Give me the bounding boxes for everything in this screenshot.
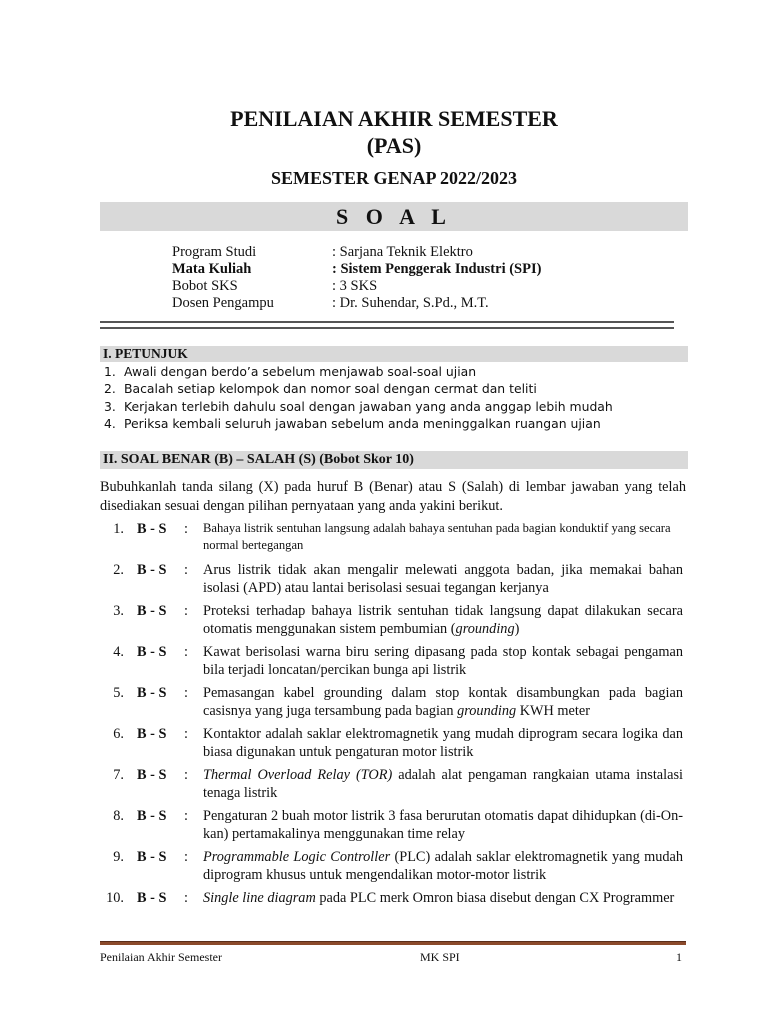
header-divider (100, 321, 674, 329)
info-row-mata-kuliah (172, 261, 541, 278)
question-number: 1. (113, 521, 124, 537)
list-item (104, 363, 613, 380)
semester-label: SEMESTER GENAP 2022/2023 (270, 168, 518, 188)
choice-label: B - S (137, 849, 167, 865)
footer-course-code: MK SPI (420, 950, 460, 964)
question-number: 7. (113, 767, 124, 783)
colon: : (184, 849, 188, 865)
list-text: Kerjakan terlebih dahulu soal dengan jawaban yang anda anggap lebih mudah (124, 398, 613, 414)
question-text: Kawat berisolasi warna biru sering dipasang pada stop kontak sebagai pengaman bila terjadi loncatan/percikan bunga api listrik (203, 644, 683, 678)
section-heading-petunjuk: I. PETUNJUK (100, 346, 688, 362)
question-text: Bahaya listrik sentuhan langsung adalah bahaya sentuhan pada bagian konduktif yang secara normal bertegangan (203, 521, 671, 552)
section-intro: Bubuhkanlah tanda silang (X) pada huruf B (Benar) atau S (Salah) di lembar jawaban yang telah disediakan sesuai dengan pilihan pernyataan yang anda yakini berikut. (100, 479, 686, 514)
choice-label: B - S (137, 890, 167, 906)
list-item (104, 380, 613, 397)
question-text: Proteksi terhadap bahaya listrik sentuhan tidak langsung dapat dilakukan secara otomatis menggunakan sistem pembumian (grounding) (203, 603, 683, 637)
colon: : (184, 521, 188, 537)
colon: : (184, 644, 188, 660)
question-number: 2. (113, 562, 124, 578)
question-number: 9. (113, 849, 124, 865)
list-text: Awali dengan berdo’a sebelum menjawab soal-soal ujian (124, 364, 477, 379)
colon: : (184, 603, 188, 619)
question-number: 10. (106, 890, 124, 906)
footer-left-text: Penilaian Akhir Semester (100, 950, 222, 964)
info-value: : Dr. Suhendar, S.Pd., M.T. (332, 295, 489, 311)
question-text: Kontaktor adalah saklar elektromagnetik yang mudah diprogram secara logika dan biasa digunakan untuk pengaturan motor listrik (203, 726, 683, 760)
document-title-abbrev: (PAS) (366, 133, 422, 158)
question-number: 4. (113, 644, 124, 660)
choice-label: B - S (137, 603, 167, 619)
info-value: : Sarjana Teknik Elektro (332, 244, 473, 260)
colon: : (184, 890, 188, 906)
info-label: Dosen Pengampu (172, 295, 274, 311)
question-text: Pengaturan 2 buah motor listrik 3 fasa berurutan otomatis dapat dihidupkan (di-On-kan) pertamakalinya menggunakan time relay (203, 808, 683, 842)
question-text: Pemasangan kabel grounding dalam stop kontak disambungkan pada bagian casisnya yang juga tersambung pada bagian grounding KWH meter (203, 685, 683, 719)
instructions-list (104, 363, 613, 433)
choice-label: B - S (137, 685, 167, 701)
info-value: : Sistem Penggerak Industri (SPI) (332, 261, 542, 277)
soal-banner: S O A L (100, 202, 688, 231)
footer-divider (100, 941, 686, 945)
question-text: Thermal Overload Relay (TOR) adalah alat pengaman rangkaian utama instalasi tenaga listrik (203, 767, 683, 801)
section-heading-benar-salah: II. SOAL BENAR (B) – SALAH (S) (Bobot Skor 10) (100, 451, 688, 469)
list-item (104, 415, 613, 432)
info-value: : 3 SKS (332, 278, 378, 294)
colon: : (184, 562, 188, 578)
document-title: PENILAIAN AKHIR SEMESTER (230, 106, 558, 131)
info-row-dosen (172, 295, 541, 312)
list-number: 4. (104, 416, 116, 432)
colon: : (184, 808, 188, 824)
question-number: 3. (113, 603, 124, 619)
list-item (104, 398, 613, 415)
info-row-program-studi (172, 244, 541, 261)
choice-label: B - S (137, 767, 167, 783)
question-number: 6. (113, 726, 124, 742)
choice-label: B - S (137, 726, 167, 742)
choice-label: B - S (137, 562, 167, 578)
page-number: 1 (676, 950, 682, 964)
choice-label: B - S (137, 808, 167, 824)
question-text: Programmable Logic Controller (PLC) adalah saklar elektromagnetik yang mudah diprogram khusus untuk mengendalikan motor-motor listrik (203, 849, 683, 883)
info-label: Program Studi (172, 244, 257, 260)
list-number: 2. (104, 381, 116, 397)
list-text: Bacalah setiap kelompok dan nomor soal dengan cermat dan teliti (124, 381, 537, 397)
question-text: Arus listrik tidak akan mengalir melewati anggota badan, jika memakai bahan isolasi (APD) atau lantai berisolasi sesuai tegangan kerjanya (203, 562, 683, 596)
colon: : (184, 726, 188, 742)
list-number: 3. (104, 398, 116, 414)
info-label: Mata Kuliah (172, 261, 252, 277)
question-number: 8. (113, 808, 124, 824)
info-label: Bobot SKS (172, 278, 238, 294)
course-info (172, 244, 541, 312)
question-number: 5. (113, 685, 124, 701)
colon: : (184, 767, 188, 783)
question-text: Single line diagram pada PLC merk Omron biasa disebut dengan CX Programmer (203, 890, 675, 906)
list-number: 1. (104, 364, 116, 379)
list-text: Periksa kembali seluruh jawaban sebelum anda meninggalkan ruangan ujian (124, 416, 601, 432)
colon: : (184, 685, 188, 701)
choice-label: B - S (137, 644, 167, 660)
choice-label: B - S (137, 521, 167, 537)
info-row-bobot-sks (172, 278, 541, 295)
